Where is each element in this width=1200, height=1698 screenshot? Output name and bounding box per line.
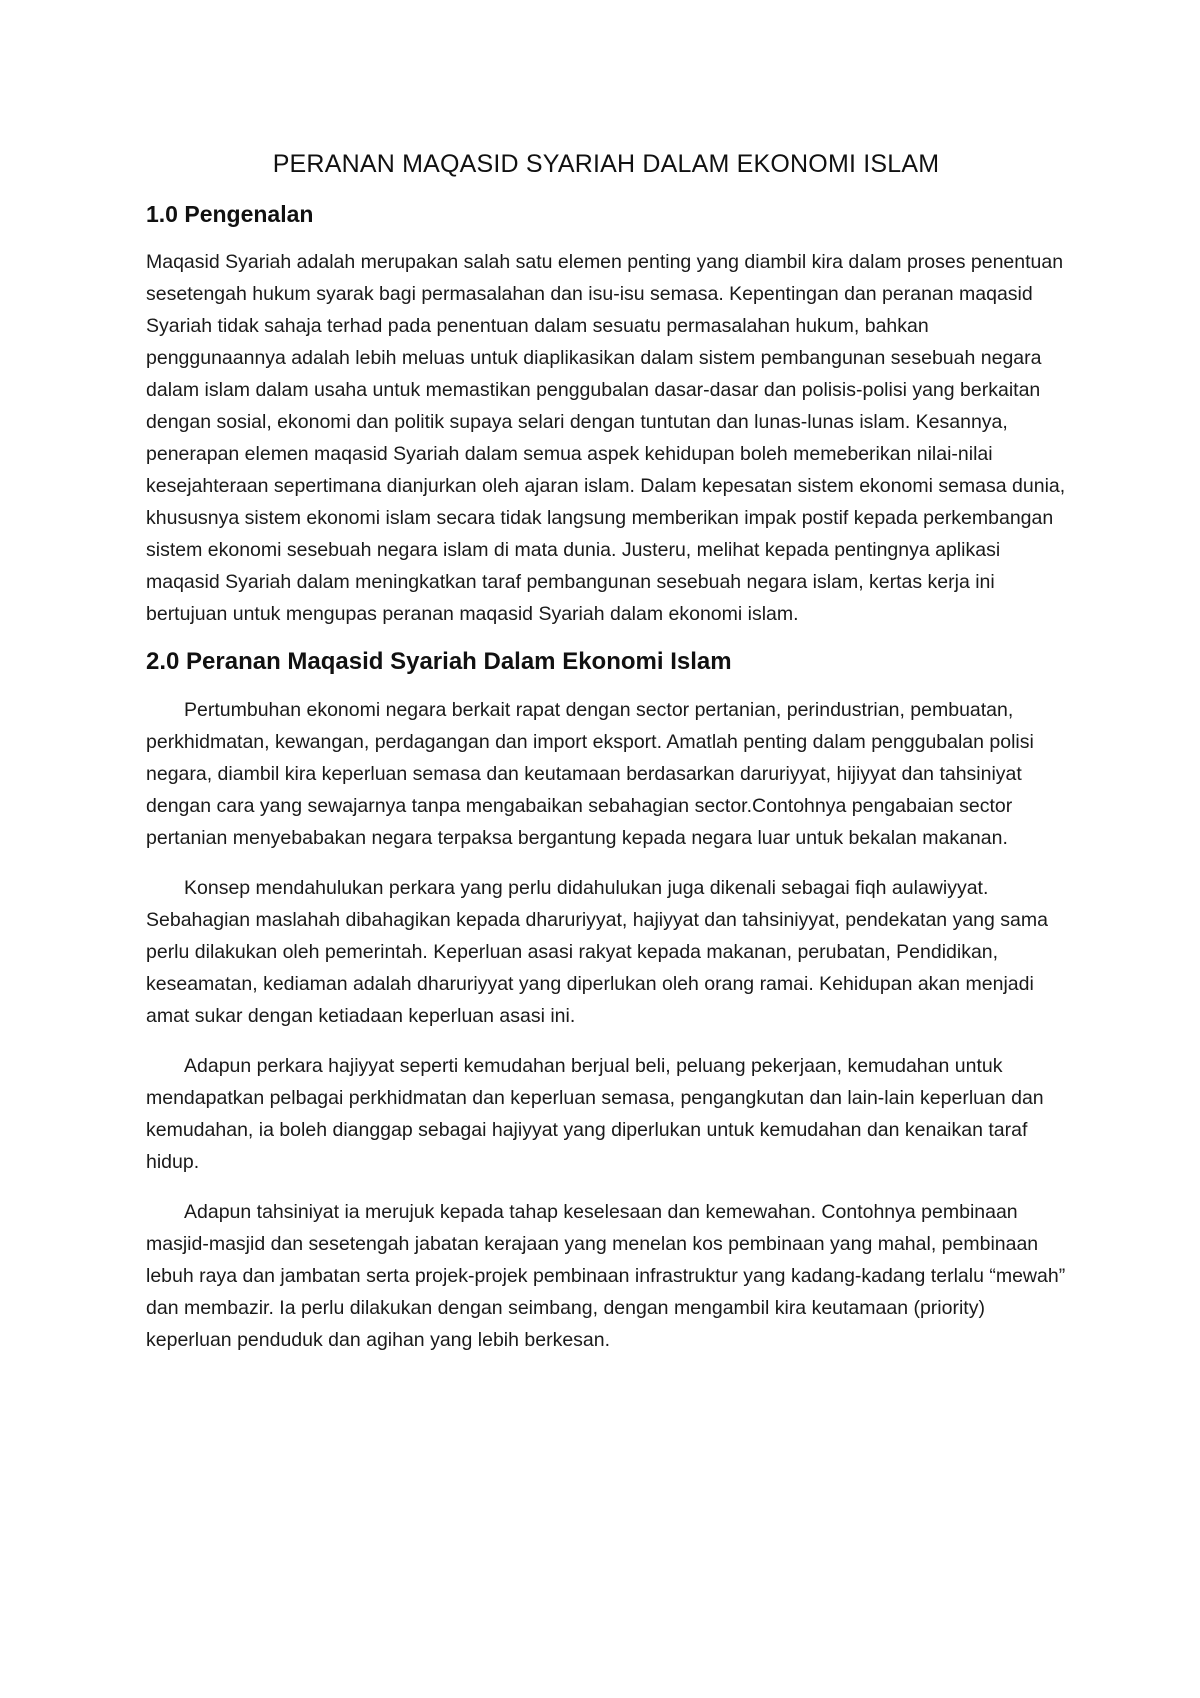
section-heading-role: 2.0 Peranan Maqasid Syariah Dalam Ekonomi Islam [146,648,732,675]
paragraph-fiqh-aulawiyyat: Konsep mendahulukan perkara yang perlu didahulukan juga dikenali sebagai fiqh aulawiyyat. Sebahagian maslahah dibahagikan kepada dharuriyyat, hajiyyat dan tahsiniyyat, pendekatan yang sama perlu dilakukan oleh pemerintah. Keperluan asasi rakyat kepada makanan, perubatan, Pendidikan, keseamatan, kediaman adalah dharuriyyat yang diperlukan oleh orang ramai. Kehidupan akan menjadi amat sukar dengan ketiadaan keperluan asasi ini. [146,877,1048,1027]
section-heading-introduction: 1.0 Pengenalan [146,201,314,227]
paragraph-economic-growth: Pertumbuhan ekonomi negara berkait rapat dengan sector pertanian, perindustrian, pembuatan, perkhidmatan, kewangan, perdagangan dan import eksport. Amatlah penting dalam penggubalan polisi negara, diambil kira keperluan semasa dan keutamaan berdasarkan daruriyyat, hijiyyat dan tahsiniyat dengan cara yang sewajarnya tanpa mengabaikan sebahagian sector.Contohnya pengabaian sector pertanian menyebabakan negara terpaksa bergantung kepada negara luar untuk bekalan makanan. [146,699,1034,849]
paragraph-tahsiniyat: Adapun tahsiniyat ia merujuk kepada tahap keselesaan dan kemewahan. Contohnya pembinaan masjid-masjid dan sesetengah jabatan kerajaan yang menelan kos pembinaan yang mahal, pembinaan lebuh raya dan jambatan serta projek-projek pembinaan infrastruktur yang kadang-kadang terlalu “mewah” dan membazir. Ia perlu dilakukan dengan seimbang, dengan mengambil kira keutamaan (priority) keperluan penduduk dan agihan yang lebih berkesan. [146,1201,1066,1351]
document-body [146,150,1066,1374]
paragraph-hajiyyat: Adapun perkara hajiyyat seperti kemudahan berjual beli, peluang pekerjaan, kemudahan untuk mendapatkan pelbagai perkhidmatan dan keperluan semasa, pengangkutan dan lain-lain keperluan dan kemudahan, ia boleh dianggap sebagai hajiyyat yang diperlukan untuk kemudahan dan kenaikan taraf hidup. [146,1055,1044,1173]
paragraph-introduction: Maqasid Syariah adalah merupakan salah satu elemen penting yang diambil kira dalam proses penentuan sesetengah hukum syarak bagi permasalahan dan isu-isu semasa. Kepentingan dan peranan maqasid Syariah tidak sahaja terhad pada penentuan dalam sesuatu permasalahan hukum, bahkan penggunaannya adalah lebih meluas untuk diaplikasikan dalam sistem pembangunan sesebuah negara dalam islam dalam usaha untuk memastikan penggubalan dasar-dasar dan polisis-polisi yang berkaitan dengan sosial, ekonomi dan politik supaya selari dengan tuntutan dan lunas-lunas islam. Kesannya, penerapan elemen maqasid Syariah dalam semua aspek kehidupan boleh memeberikan nilai-nilai kesejahteraan sepertimana dianjurkan oleh ajaran islam. Dalam kepesatan sistem ekonomi semasa dunia, khususnya sistem ekonomi islam secara tidak langsung memberikan impak postif kepada perkembangan sistem ekonomi sesebuah negara islam di mata dunia. Justeru, melihat kepada pentingnya aplikasi maqasid Syariah dalam meningkatkan taraf pembangunan sesebuah negara islam, kertas kerja ini bertujuan untuk mengupas peranan maqasid Syariah dalam ekonomi islam. [146,251,1066,625]
document-title: PERANAN MAQASID SYARIAH DALAM EKONOMI ISLAM [272,150,940,178]
